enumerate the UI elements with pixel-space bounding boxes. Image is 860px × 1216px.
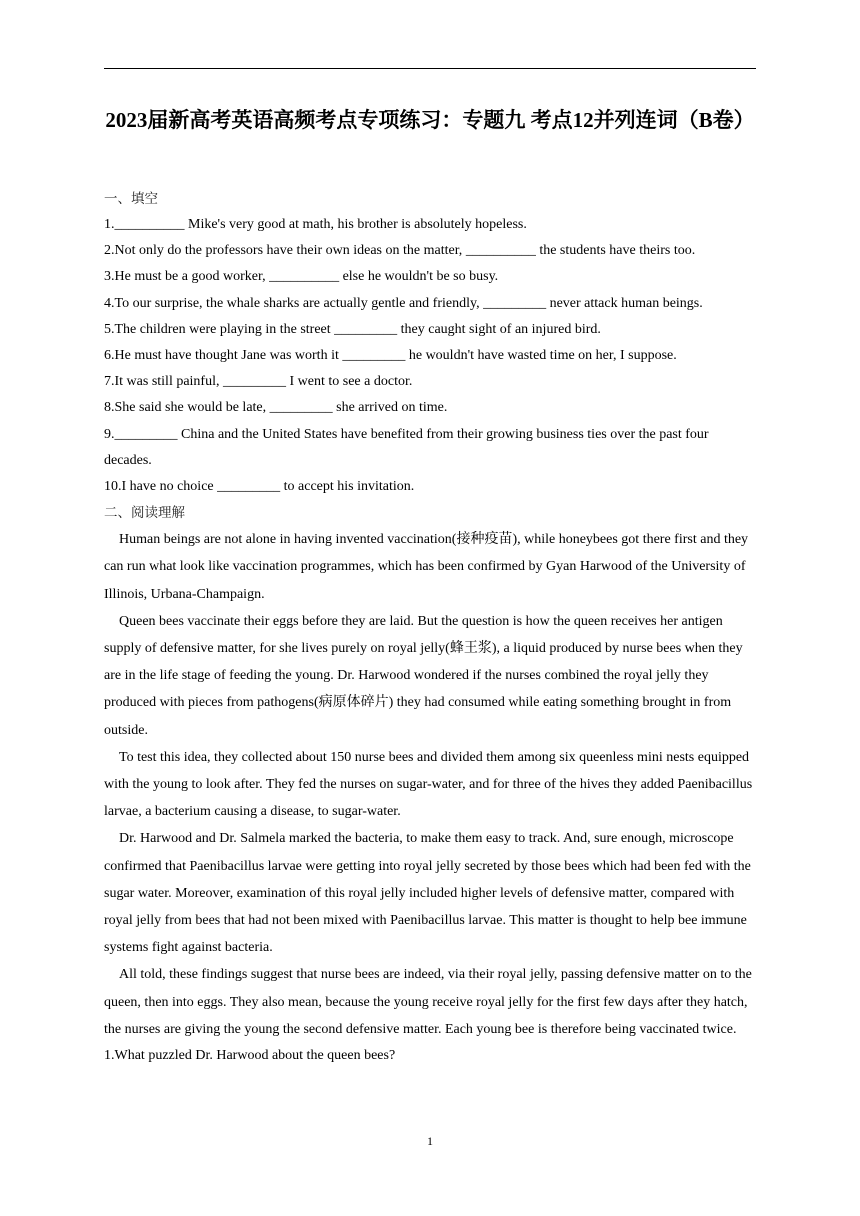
question-text-before: 1.	[104, 217, 115, 232]
question-text-before: 8.She said she would be late,	[104, 400, 270, 416]
question-text-before: 4.To our surprise, the whale sharks are actually gentle and friendly,	[104, 295, 484, 311]
answer-blank: __________	[114, 217, 185, 232]
reading-question-1: 1.What puzzled Dr. Harwood about the queen bees?	[104, 1048, 396, 1064]
answer-blank: _________	[483, 295, 547, 311]
fill-blank-question	[104, 343, 756, 369]
answer-blank: _________	[269, 400, 333, 416]
fill-blank-question	[104, 474, 756, 500]
answer-blank: _________	[342, 348, 406, 364]
question-text-after: the students have theirs too.	[535, 243, 696, 259]
question-text-before: 3.He must be a good worker,	[104, 269, 270, 285]
page-number: 1	[427, 1134, 433, 1148]
question-text-after: she arrived on time.	[332, 400, 448, 416]
section-heading-fill-blank: 一、填空	[104, 191, 158, 207]
question-text-after: they caught sight of an injured bird.	[397, 321, 601, 337]
answer-blank: _________	[334, 321, 398, 337]
answer-blank: _________	[114, 426, 178, 442]
header-rule	[104, 68, 756, 69]
question-text-before: 7.It was still painful,	[104, 374, 223, 390]
passage-paragraph: Queen bees vaccinate their eggs before they are laid. But the question is how the queen receives her antigen supply of defensive matter, for she lives purely on royal jelly(蜂王浆), a liquid produced by nurse bees when they are in the life stage of feeding the young. Dr. Harwood wondered if the nurses combined the royal jelly they produced with pieces from pathogens(病原体碎片) they had consumed while eating something brought in from outside.	[104, 613, 743, 738]
question-text-after: Mike's very good at math, his brother is absolutely hopeless.	[184, 217, 527, 232]
page-title: 2023届新高考英语高频考点专项练习：专题九 考点12并列连词（B卷）	[105, 108, 755, 132]
answer-blank: __________	[269, 269, 340, 285]
fill-blank-question	[104, 369, 756, 395]
question-text-after: I went to see a doctor.	[286, 374, 413, 390]
fill-blank-question	[104, 422, 756, 474]
reading-passage	[104, 526, 756, 1043]
question-text-after: never attack human beings.	[546, 295, 703, 311]
passage-paragraph: All told, these findings suggest that nurse bees are indeed, via their royal jelly, passing defensive matter on to the queen, then into eggs. They also mean, because the young receive royal jelly for the first few days after they hatch, the nurses are giving the young the second defensive matter. Each young bee is therefore being vaccinated twice.	[104, 967, 752, 1037]
question-text-before: 9.	[104, 426, 115, 442]
answer-blank: _________	[217, 479, 281, 495]
question-text-before: 6.He must have thought Jane was worth it	[104, 348, 343, 364]
question-text-after: else he wouldn't be so busy.	[339, 269, 499, 285]
question-text-before: 5.The children were playing in the street	[104, 321, 335, 337]
question-text-before: 10.I have no choice	[104, 479, 218, 495]
fill-blank-question	[104, 395, 756, 421]
fill-blank-question	[104, 212, 756, 238]
answer-blank: __________	[465, 243, 536, 259]
fill-blank-list	[104, 212, 756, 500]
question-text-before: 2.Not only do the professors have their own ideas on the matter,	[104, 243, 466, 259]
section-heading-reading: 二、阅读理解	[104, 505, 185, 522]
answer-blank: _________	[223, 374, 286, 390]
fill-blank-question	[104, 264, 756, 290]
question-text-after: he wouldn't have wasted time on her, I suppose.	[405, 348, 677, 364]
passage-paragraph: Dr. Harwood and Dr. Salmela marked the bacteria, to make them easy to track. And, sure enough, microscope confirmed that Paenibacillus larvae were getting into royal jelly secreted by those bees which had been fed with the sugar water. Moreover, examination of this royal jelly included higher levels of defensive matter, compared with royal jelly from bees that had not been mixed with Paenibacillus larvae. This matter is thought to help bee immune systems fight against bacteria.	[104, 831, 751, 956]
fill-blank-question	[104, 317, 756, 343]
fill-blank-question	[104, 238, 756, 264]
passage-paragraph: Human beings are not alone in having invented vaccination(接种疫苗), while honeybees got there first and they can run what look like vaccination programmes, which has been confirmed by Gyan Harwood of the University of Illinois, Urbana-Champaign.	[104, 532, 749, 602]
passage-paragraph: To test this idea, they collected about 150 nurse bees and divided them among six queenless mini nests equipped with the young to look after. They fed the nurses on sugar-water, and for three of the hives they added Paenibacillus larvae, a bacterium causing a disease, to sugar-water.	[104, 749, 753, 820]
question-text-after: China and the United States have benefited from their growing business ties over the past four decades.	[104, 426, 709, 468]
fill-blank-question	[104, 291, 756, 317]
document-body	[104, 186, 756, 1069]
question-text-after: to accept his invitation.	[280, 479, 415, 495]
